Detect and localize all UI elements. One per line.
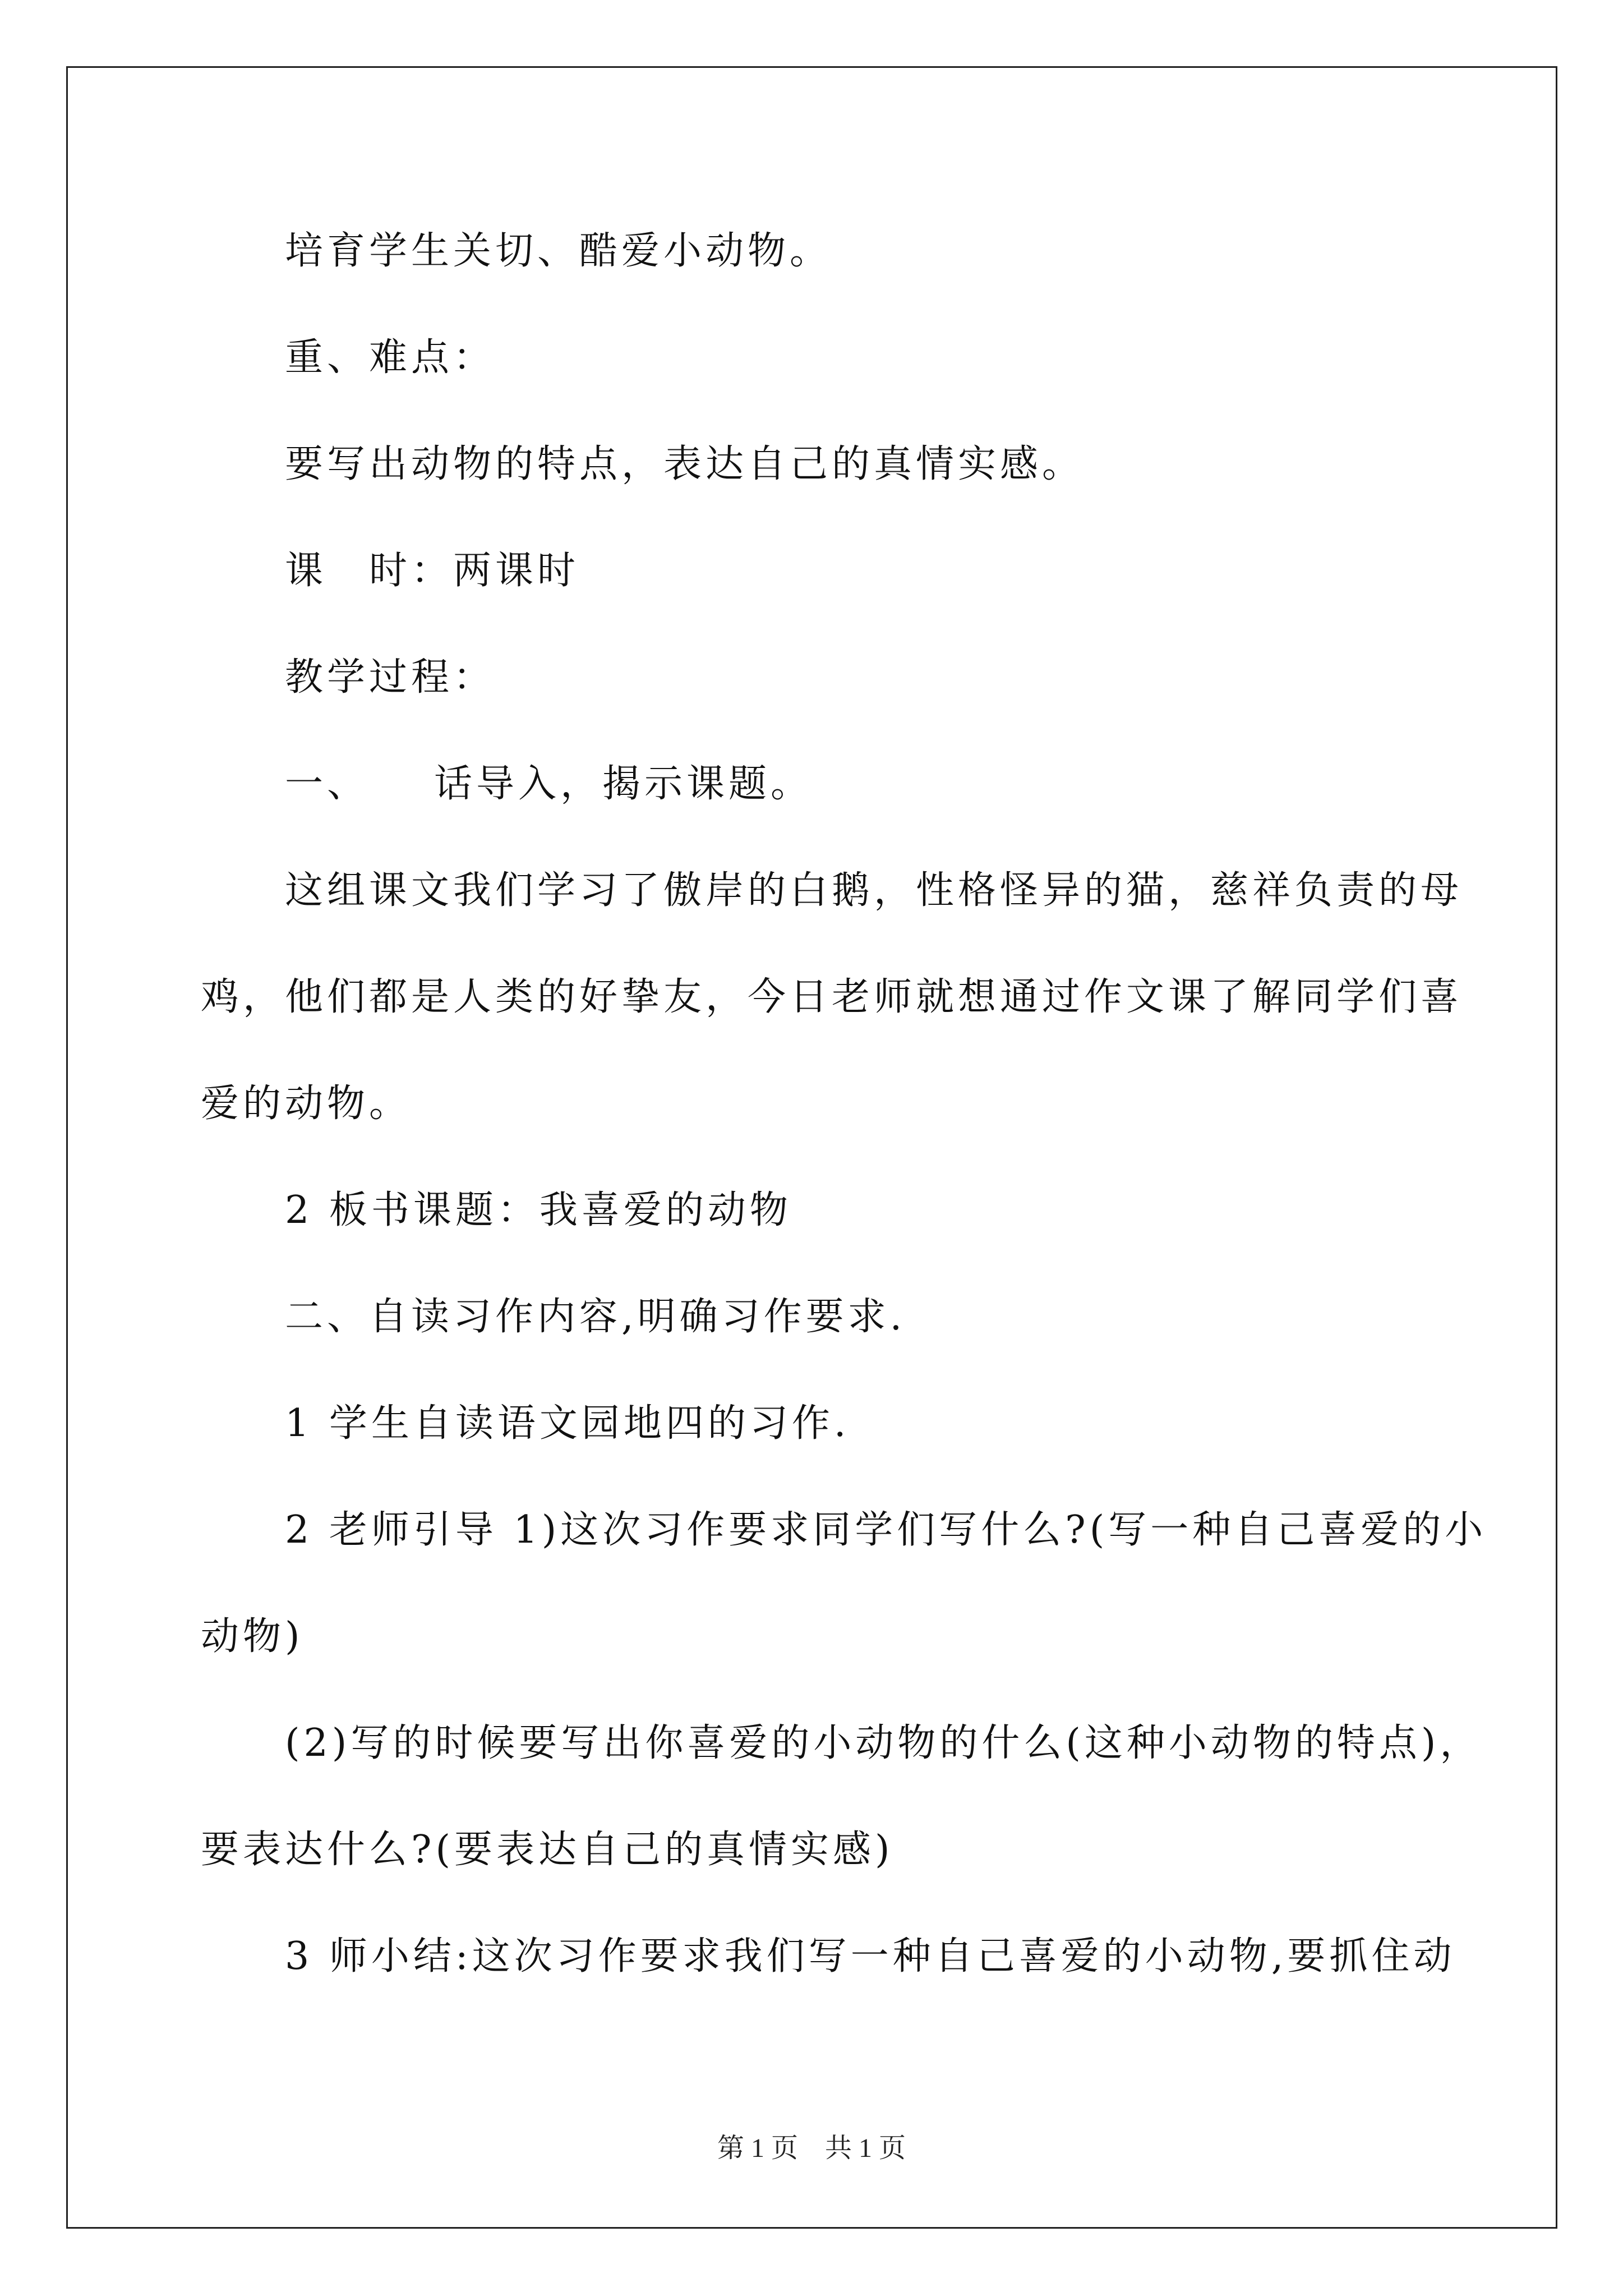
- paragraph-line: 二、自读习作内容,明确习作要求.: [285, 1295, 906, 1339]
- paragraph-line: 课 时：两课时: [285, 549, 580, 593]
- paragraph-line: 2 板书课题：我喜爱的动物: [285, 1188, 792, 1232]
- page-footer: 第 1 页 共 1 页: [717, 2133, 906, 2163]
- paragraph-line: 要表达什么?(要表达自己的真情实感): [201, 1828, 894, 1872]
- paragraph-line: 培育学生关切、酷爱小动物。: [285, 229, 832, 273]
- paragraph-line: (2)写的时候要写出你喜爱的小动物的什么(这种小动物的特点)，: [285, 1721, 1482, 1765]
- paragraph-line: 要写出动物的特点，表达自己的真情实感。: [285, 442, 1085, 486]
- paragraph-line: 鸡，他们都是人类的好挚友，今日老师就想通过作文课了解同学们喜: [201, 975, 1463, 1019]
- paragraph-line: 这组课文我们学习了傲岸的白鹅，性格怪异的猫，慈祥负责的母: [285, 868, 1463, 913]
- paragraph-line: 教学过程：: [285, 655, 496, 700]
- paragraph-line: 爱的动物。: [201, 1082, 412, 1126]
- paragraph-line: 2 老师引导 1)这次习作要求同学们写什么?(写一种自己喜爱的小: [285, 1508, 1487, 1552]
- page-border: [66, 66, 1557, 2229]
- paragraph-line: 一、 话导入，揭示课题。: [285, 762, 813, 806]
- paragraph-line: 动物): [201, 1614, 304, 1659]
- paragraph-line: 1 学生自读语文园地四的习作.: [285, 1401, 850, 1446]
- paragraph-line: 3 师小结:这次习作要求我们写一种自己喜爱的小动物,要抓住动: [285, 1934, 1456, 1978]
- paragraph-line: 重、难点：: [285, 335, 496, 380]
